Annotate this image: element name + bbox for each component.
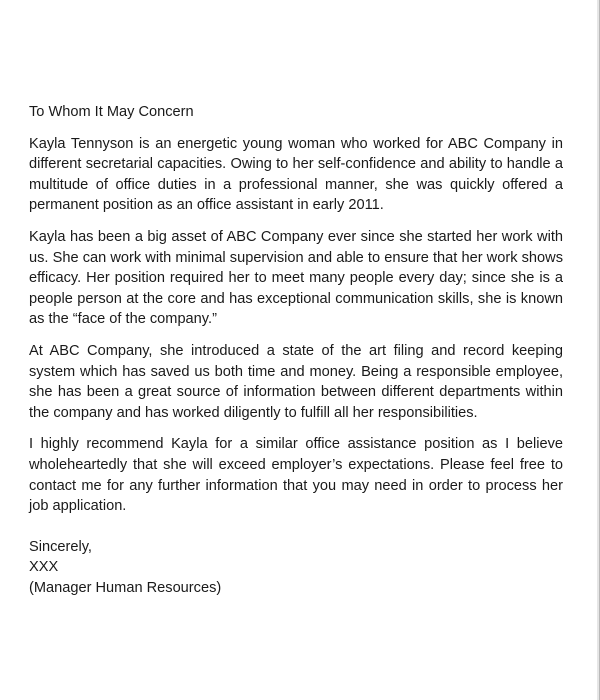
recommendation-letter: [29, 102, 563, 598]
letter-closing-block: [29, 537, 563, 599]
letter-salutation: To Whom It May Concern: [29, 104, 194, 120]
letter-paragraph-4: I highly recommend Kayla for a similar office assistance position as I believe wholeheartedly that she will exceed employer’s expectations. Please feel free to contact me for any further information that you may need in order to process her job application.: [29, 436, 563, 515]
letter-paragraph-2: Kayla has been a big asset of ABC Company ever since she started her work with us. She can work with minimal supervision and able to ensure that her work shows efficacy. Her position required her to meet many people every day; since she is a people person at the core and has exceptional communication skills, she is known as the “face of the company.”: [29, 228, 563, 328]
letter-signature: XXX: [29, 559, 59, 576]
letter-closing: Sincerely,: [29, 538, 92, 555]
letter-paragraph-3: At ABC Company, she introduced a state of the art filing and record keeping system which has saved us both time and money. Being a responsible employee, she has been a great source of information between different departments within the company and has worked diligently to fulfill all her responsibilities.: [29, 342, 563, 421]
letter-paragraph-1: Kayla Tennyson is an energetic young woman who worked for ABC Company in different secretarial capacities. Owing to her self-confidence and ability to handle a multitude of office duties in a professional manner, she was quickly offered a permanent position as an office assistant in early 2011.: [29, 135, 563, 214]
letter-signer-title: (Manager Human Resources): [29, 579, 222, 596]
